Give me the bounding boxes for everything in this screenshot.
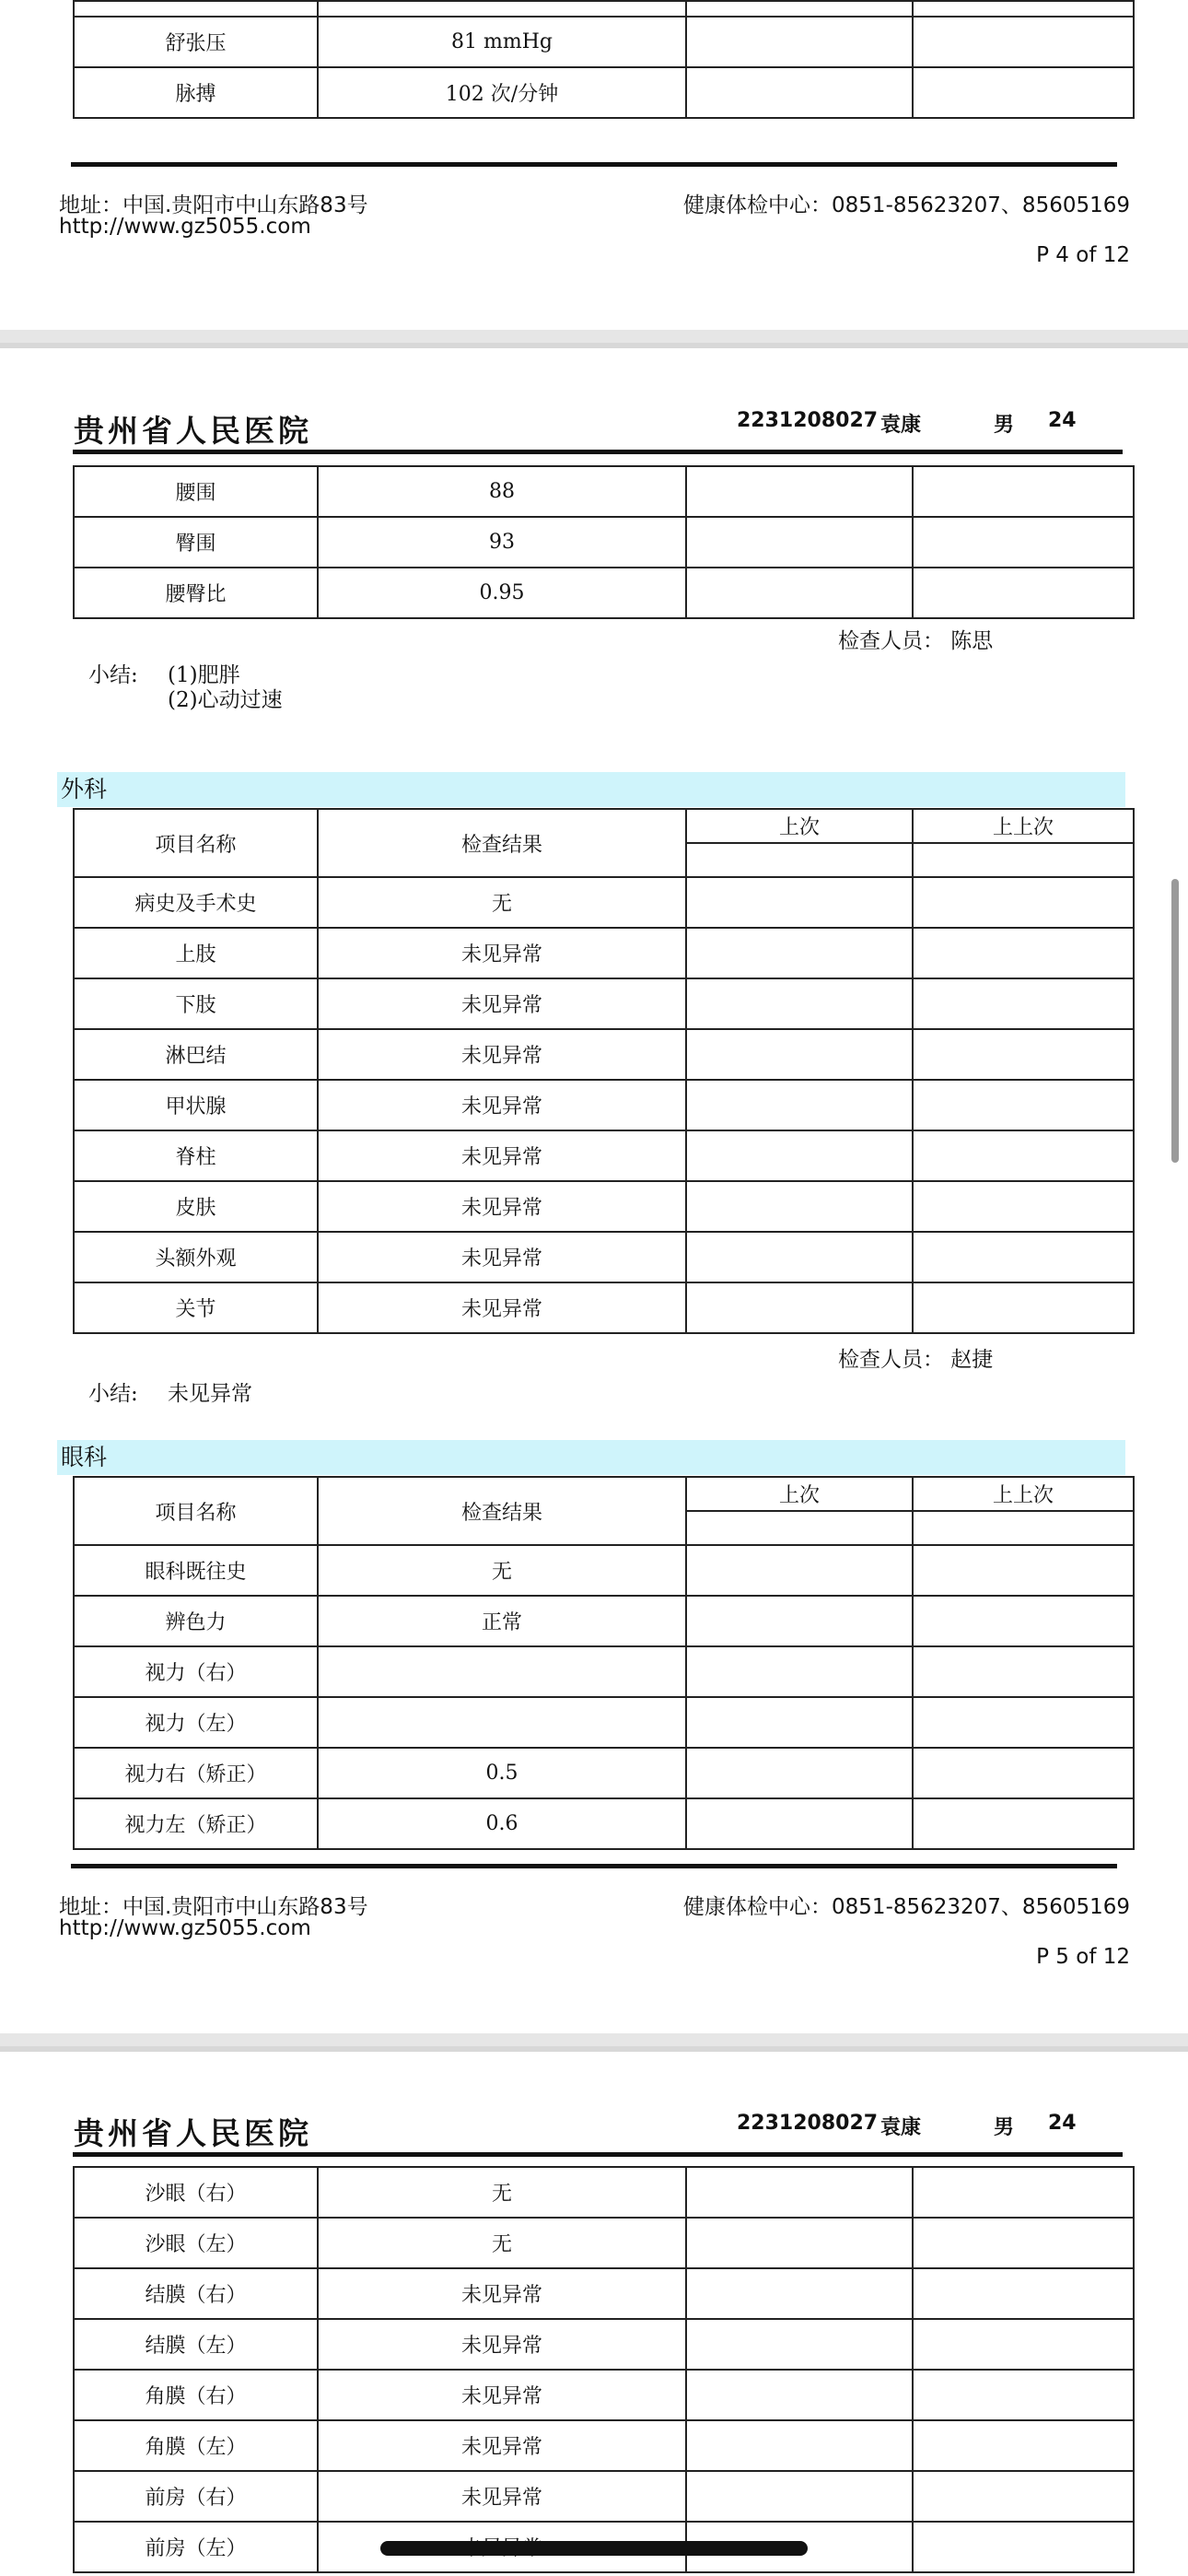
item-name: 皮肤 (74, 1181, 318, 1232)
item-name: 视力（左） (74, 1697, 318, 1748)
footer-phone: 健康体检中心：0851-85623207、85605169 (683, 1895, 1130, 1919)
table-row (74, 1697, 1134, 1748)
table-header-row (74, 1477, 1134, 1511)
table-row (74, 2167, 1134, 2218)
header-item: 项目名称 (74, 1477, 318, 1545)
table-row (74, 1130, 1134, 1181)
header-result: 检查结果 (318, 809, 686, 877)
item-result: 88 (318, 466, 686, 517)
item-result: 无 (318, 2218, 686, 2268)
patient-id: 2231208027 (737, 409, 879, 432)
item-result: 未见异常 (318, 1232, 686, 1282)
table-row (74, 1029, 1134, 1080)
table-row (74, 17, 1134, 67)
page-gap (0, 2033, 1188, 2052)
patient-age: 24 (1048, 2112, 1077, 2135)
item-result: 未见异常 (318, 1282, 686, 1333)
header-before-last: 上上次 (913, 1477, 1134, 1511)
item-result: 102 次/分钟 (318, 67, 686, 118)
summary-line: (1)肥胖 (168, 663, 240, 687)
item-name: 头额外观 (74, 1232, 318, 1282)
item-result: 未见异常 (318, 1029, 686, 1080)
item-name: 上肢 (74, 928, 318, 978)
table-row (74, 466, 1134, 517)
item-result: 81 mmHg (318, 17, 686, 67)
table-row (74, 1232, 1134, 1282)
item-name: 脉搏 (74, 67, 318, 118)
item-name: 视力（右） (74, 1646, 318, 1697)
header-result: 检查结果 (318, 1477, 686, 1545)
item-result: 未见异常 (318, 978, 686, 1029)
eye-table (73, 1476, 1135, 1850)
table-row (74, 1798, 1134, 1849)
item-result: 未见异常 (318, 1080, 686, 1130)
item-name: 辨色力 (74, 1596, 318, 1646)
table-row (74, 1080, 1134, 1130)
item-name: 前房（右） (74, 2471, 318, 2522)
item-name: 腰围 (74, 466, 318, 517)
table-row (74, 877, 1134, 928)
header-last: 上次 (686, 809, 913, 843)
section-surgery: 外科 (57, 772, 1125, 807)
item-result: 未见异常 (318, 928, 686, 978)
item-name: 关节 (74, 1282, 318, 1333)
examiner: 检查人员： 赵捷 (838, 1348, 994, 1372)
patient-gender: 男 (994, 2116, 1015, 2139)
table-row (74, 928, 1134, 978)
item-result: 0.5 (318, 1748, 686, 1798)
item-result: 无 (318, 1545, 686, 1596)
item-name: 角膜（右） (74, 2370, 318, 2420)
page-gap (0, 330, 1188, 348)
table-row (74, 2420, 1134, 2471)
table-row (74, 1748, 1134, 1798)
item-name: 视力左（矫正） (74, 1798, 318, 1849)
item-result: 0.95 (318, 568, 686, 618)
item-result: 未见异常 (318, 2471, 686, 2522)
table-row (74, 1646, 1134, 1697)
item-result (318, 1697, 686, 1748)
item-name: 角膜（左） (74, 2420, 318, 2471)
item-result: 未见异常 (318, 1130, 686, 1181)
item-name: 脊柱 (74, 1130, 318, 1181)
header-last: 上次 (686, 1477, 913, 1511)
patient-gender: 男 (994, 414, 1015, 437)
page4-table (73, 0, 1135, 119)
item-name: 沙眼（左） (74, 2218, 318, 2268)
item-result: 正常 (318, 1596, 686, 1646)
item-name: 淋巴结 (74, 1029, 318, 1080)
table-row (74, 1181, 1134, 1232)
item-result: 未见异常 (318, 2420, 686, 2471)
item-result (318, 1646, 686, 1697)
patient-name: 袁康 (880, 414, 922, 437)
summary-text: 未见异常 (168, 1382, 252, 1406)
home-indicator[interactable] (380, 2541, 808, 2556)
table-row (74, 517, 1134, 568)
header-before-last: 上上次 (913, 809, 1134, 843)
page-number: P 5 of 12 (1036, 1945, 1130, 1969)
footer-address: 地址：中国.贵阳市中山东路83号 (59, 193, 368, 217)
item-name: 病史及手术史 (74, 877, 318, 928)
item-result: 未见异常 (318, 2268, 686, 2319)
item-result: 0.6 (318, 1798, 686, 1849)
item-name: 眼科既往史 (74, 1545, 318, 1596)
item-result: 未见异常 (318, 2319, 686, 2370)
table-row (74, 1, 1134, 17)
summary-label: 小结: (88, 1382, 138, 1406)
header-item: 项目名称 (74, 809, 318, 877)
table-row (74, 2268, 1134, 2319)
header-divider (73, 450, 1123, 454)
page5-top-table (73, 465, 1135, 619)
summary-line: (2)心动过速 (168, 688, 283, 712)
item-result: 无 (318, 877, 686, 928)
item-name: 下肢 (74, 978, 318, 1029)
item-name: 腰臀比 (74, 568, 318, 618)
table-row (74, 2471, 1134, 2522)
footer-divider (71, 162, 1117, 167)
footer-url: http://www.gz5055.com (59, 215, 311, 239)
surgery-table (73, 808, 1135, 1334)
examiner: 检查人员： 陈思 (838, 629, 994, 653)
table-row (74, 978, 1134, 1029)
patient-age: 24 (1048, 409, 1077, 432)
table-row (74, 2370, 1134, 2420)
summary-label: 小结: (88, 663, 138, 687)
item-result: 未见异常 (318, 1181, 686, 1232)
item-name: 臀围 (74, 517, 318, 568)
item-name: 甲状腺 (74, 1080, 318, 1130)
item-name: 沙眼（右） (74, 2167, 318, 2218)
section-eye: 眼科 (57, 1440, 1125, 1475)
table-row (74, 1545, 1134, 1596)
header-divider (73, 2152, 1123, 2157)
item-name: 舒张压 (74, 17, 318, 67)
table-row (74, 1282, 1134, 1333)
footer-url: http://www.gz5055.com (59, 1916, 311, 1940)
item-name: 结膜（右） (74, 2268, 318, 2319)
table-header-row (74, 809, 1134, 843)
scroll-indicator[interactable] (1171, 879, 1179, 1163)
item-name: 前房（左） (74, 2522, 318, 2572)
footer-phone: 健康体检中心：0851-85623207、85605169 (683, 193, 1130, 217)
item-result: 未见异常 (318, 2370, 686, 2420)
table-row (74, 2218, 1134, 2268)
patient-name: 袁康 (880, 2116, 922, 2139)
hospital-name: 贵州省人民医院 (74, 2115, 312, 2151)
footer-divider (71, 1864, 1117, 1868)
item-result: 93 (318, 517, 686, 568)
item-name: 视力右（矫正） (74, 1748, 318, 1798)
table-row (74, 2319, 1134, 2370)
item-result: 无 (318, 2167, 686, 2218)
table-row (74, 1596, 1134, 1646)
hospital-name: 贵州省人民医院 (74, 413, 312, 449)
patient-id: 2231208027 (737, 2112, 879, 2135)
footer-address: 地址：中国.贵阳市中山东路83号 (59, 1895, 368, 1919)
item-name: 结膜（左） (74, 2319, 318, 2370)
page-number: P 4 of 12 (1036, 243, 1130, 267)
page6-table (73, 2166, 1135, 2573)
table-row (74, 67, 1134, 118)
table-row (74, 568, 1134, 618)
